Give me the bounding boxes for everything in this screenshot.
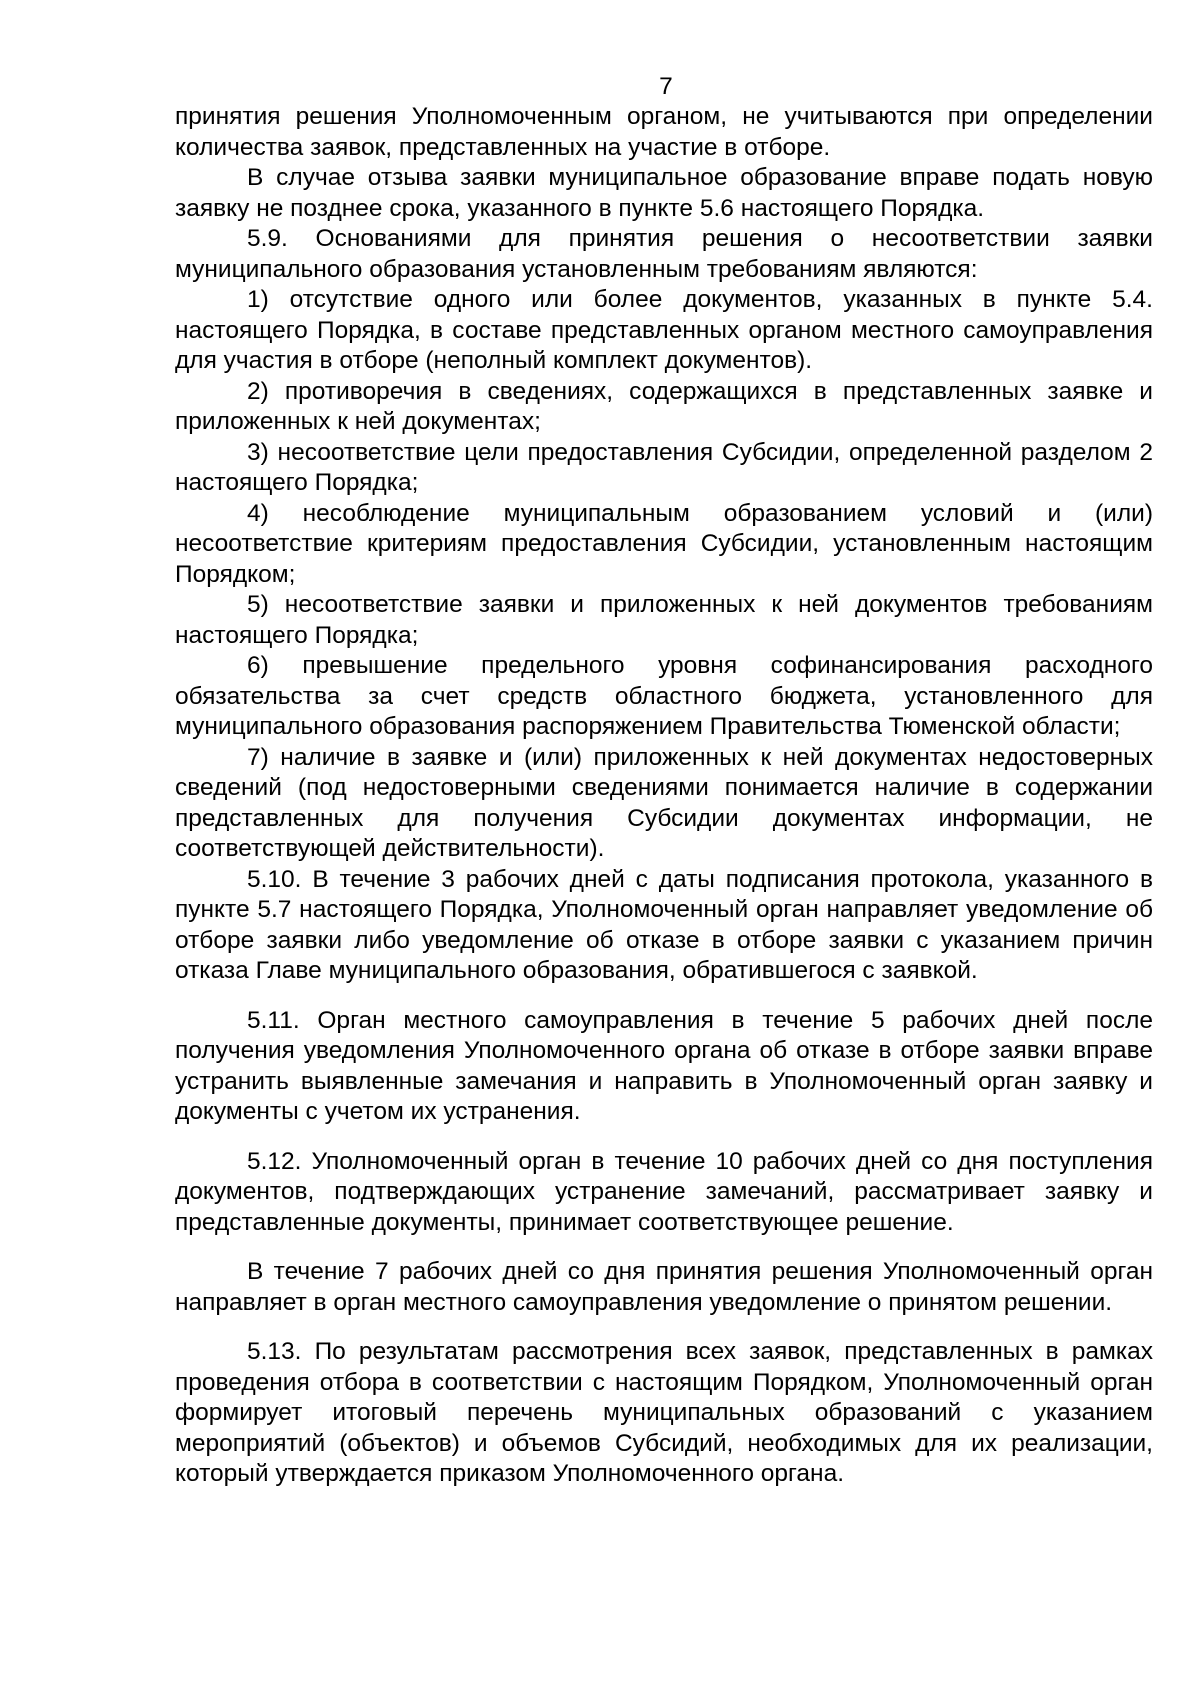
- paragraph-withdrawal: В случае отзыва заявки муниципальное образование вправе подать новую заявку не позднее срока, указанного в пункте 5.6 настоящего Порядка.: [175, 164, 1153, 222]
- list-item-3: 3) несоответствие цели предоставления Субсидии, определенной разделом 2 настоящего Порядка;: [175, 438, 1153, 496]
- document-body: [175, 102, 1153, 1490]
- paragraph-notification: В течение 7 рабочих дней со дня принятия решения Уполномоченный орган направляет в орган местного самоуправления уведомление о принятом решении.: [175, 1258, 1153, 1316]
- paragraph-5-11: 5.11. Орган местного самоуправления в течение 5 рабочих дней после получения уведомления Уполномоченного органа об отказе в отборе заявки вправе устранить выявленные замечания и направить в Уполномоченный орган заявку и документы с учетом их устранения.: [175, 1006, 1153, 1125]
- paragraph-5-12: 5.12. Уполномоченный орган в течение 10 рабочих дней со дня поступления документов, подтверждающих устранение замечаний, рассматривает заявку и представленные документы, принимает соответствующее решение.: [175, 1147, 1153, 1236]
- list-item-6: 6) превышение предельного уровня софинансирования расходного обязательства за счет средств областного бюджета, установленного для муниципального образования распоряжением Правительства Тюменской области;: [175, 652, 1153, 740]
- paragraph-5-13: 5.13. По результатам рассмотрения всех заявок, представленных в рамках проведения отбора в соответствии с настоящим Порядком, Уполномоченный орган формирует итоговый перечень муниципальных образований с указанием мероприятий (объектов) и объемов Субсидий, необходимых для их реализации, который утверждается приказом Уполномоченного органа.: [175, 1338, 1153, 1487]
- paragraph-continuation: принятия решения Уполномоченным органом, не учитываются при определении количества заявок, представленных на участие в отборе.: [175, 103, 1153, 161]
- list-item-5: 5) несоответствие заявки и приложенных к ней документов требованиям настоящего Порядка;: [175, 591, 1153, 649]
- paragraph-5-9: 5.9. Основаниями для принятия решения о несоответствии заявки муниципального образования установленным требованиям являются:: [175, 225, 1153, 283]
- list-item-7: 7) наличие в заявке и (или) приложенных к ней документах недостоверных сведений (под недостоверными сведениями понимается наличие в содержании представленных для получения Субсидии документах информации, не соответствующей действительности).: [175, 743, 1153, 862]
- list-item-4: 4) несоблюдение муниципальным образованием условий и (или) несоответствие критериям предоставления Субсидии, установленным настоящим Порядком;: [175, 499, 1153, 588]
- page-number: 7: [659, 73, 673, 100]
- paragraph-5-10: 5.10. В течение 3 рабочих дней с даты подписания протокола, указанного в пункте 5.7 настоящего Порядка, Уполномоченный орган направляет уведомление об отборе заявки либо уведомление об отказе в отборе заявки с указанием причин отказа Главе муниципального образования, обратившегося с заявкой.: [175, 865, 1153, 984]
- list-item-2: 2) противоречия в сведениях, содержащихся в представленных заявке и приложенных к ней документах;: [175, 377, 1153, 435]
- list-item-1: 1) отсутствие одного или более документов, указанных в пункте 5.4. настоящего Порядка, в составе представленных органом местного самоуправления для участия в отборе (неполный комплект документов).: [175, 286, 1153, 374]
